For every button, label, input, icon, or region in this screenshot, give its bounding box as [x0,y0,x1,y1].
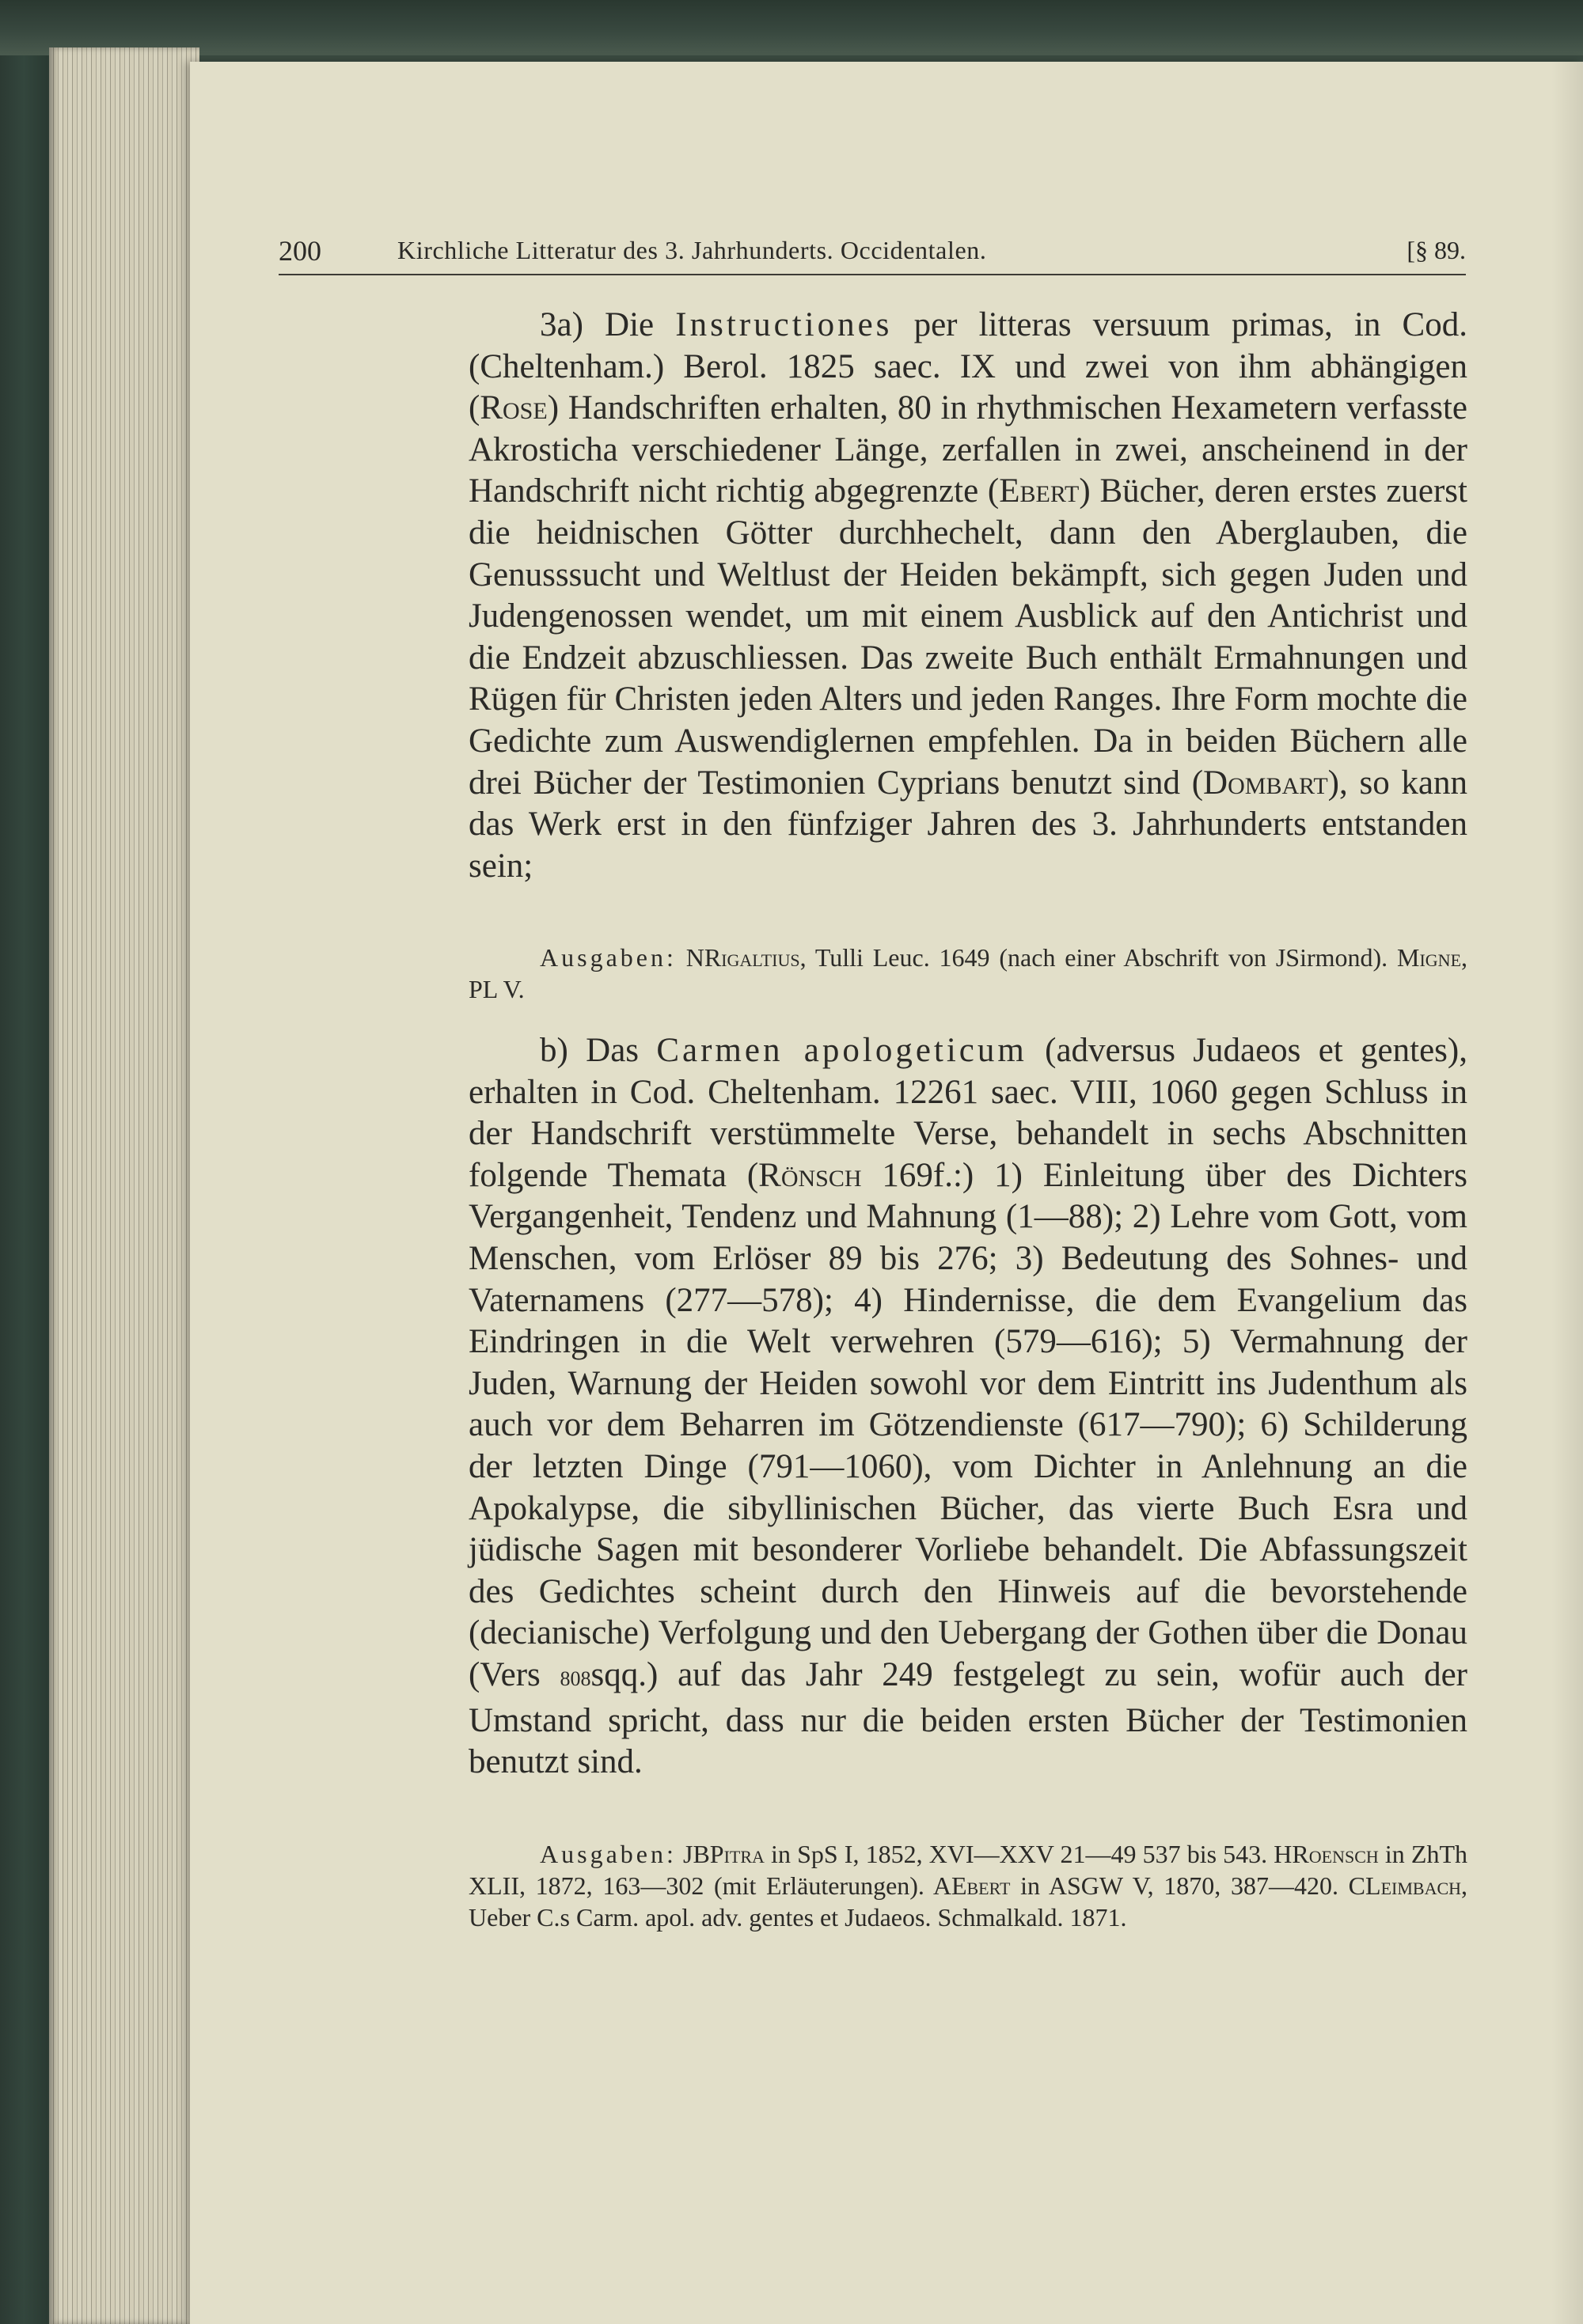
author-name: Rigaltius [704,943,800,972]
author-name: oensch [1308,1840,1379,1868]
text-run: JBP [676,1840,724,1868]
verse-number: 808 [560,1666,591,1690]
section-b-title: Carmen apologeticum [656,1032,1027,1069]
text-run: ) Bücher, deren erstes zuerst die heidnischen Götter durchhechelt, dann den Aberglauben, die Genusssucht und Weltlust der Heiden bekämpft, sich gegen Juden und Judengenossen wendet, um mit einem Ausblick auf den Antichrist und die Endzeit abzuschliessen. Das zweite Buch enthält Ermahnungen und Rügen für Christen jeden Alters und jeden Ranges. Ihre Form mochte die Gedichte zum Auswendiglernen empfehlen. Da in beiden Büchern alle drei Bücher der Testimonien Cyprians benutzt sind ( [469,472,1467,802]
footnote-editions-b [469,1838,1467,1933]
book-cover-top-edge [0,0,1583,55]
text-run: , Ueber C.s Carm. apol. adv. gentes et Judaeos. Schmalkald. 1871. [469,1871,1468,1932]
text-run: in ZhTh XLII, 1872, 163—302 (mit Erläuterungen). AE [469,1840,1468,1900]
text-run: ), so kann das Werk erst in den fünfziger Jahren des 3. Jahrhunderts entstanden sein; [469,764,1468,885]
author-name: bert [966,1871,1011,1900]
author-name: itra [723,1840,765,1868]
author-name: Migne [1397,943,1462,972]
section-marker: [§ 89. [1406,236,1466,264]
running-head [279,226,1466,275]
section-a-title: Instructiones [675,306,893,343]
text-run: , PL V. [469,943,1468,1003]
editions-label: Ausgaben: [540,1840,677,1868]
running-title: Kirchliche Litteratur des 3. Jahrhunderts. Occidentalen. [397,236,987,264]
text-run: in SpS I, 1852, XVI—XXV 21—49 537 bis 543. HR [764,1840,1309,1868]
author-name: Dombart [1203,764,1328,802]
author-name: Rose [480,389,548,427]
author-name: Rönsch [758,1156,862,1194]
text-run: 169f.:) 1) Einleitung über des Dichters Vergangenheit, Tendenz und Mahnung (1—88); 2) Lehre vom Gott, vom Menschen, vom Erlöser 89 bis 276; 3) Bedeutung des Sohnes- und Vaternamens (277—578); 4) Hindernisse, die dem Evangelium das Eindringen in die Welt verwehren (579—616); 5) Vermahnung der Juden, Warnung der Heiden sowohl vor dem Eintritt ins Judenthum als auch vor dem Beharren im Götzendienste (617—790); 6) Schilderung der letzten Dinge (791—1060), vom Dichter in Anlehnung an die Apokalypse, die sibyllinischen Bücher, das vierte Buch Esra und jüdische Sagen mit besonderer Vorliebe behandelt. Die Abfassungszeit des Gedichtes scheint durch den Hinweis auf die bevorstehende (decianische) Verfolgung und den Uebergang der Gothen über die Donau (Vers [469,1156,1467,1693]
section-a-label: 3a) Die [540,306,676,343]
text-run: N [676,943,704,972]
section-a [469,305,1467,887]
section-b-paragraph [469,1030,1467,1784]
text-run: per litteras versuum primas, in Cod. (Cheltenham.) Berol. 1825 saec. IX und zwei von ihm abhängigen ( [469,306,1467,427]
section-a-paragraph [469,305,1467,887]
author-name: eimbach [1380,1871,1462,1900]
text-run: ) Handschriften erhalten, 80 in rhythmischen Hexametern verfasste Akrosticha verschiedener Länge, zerfallen in zwei, anscheinend in der Handschrift nicht richtig abgegrenzte ( [469,389,1467,510]
editions-label: Ausgaben: [540,943,677,972]
page-right-shadow [1551,62,1583,2324]
page-number: 200 [279,235,321,267]
section-b [469,1030,1467,1784]
text-run: (adversus Judaeos et gentes), erhalten in Cod. Cheltenham. 12261 saec. VIII, 1060 gegen Schluss in der Handschrift verstümmelte Verse, behandelt in sechs Abschnitten folgende Themata ( [469,1032,1467,1194]
section-b-label: b) Das [540,1032,657,1069]
page-edges [49,47,199,2324]
author-name: Ebert [999,472,1080,510]
text-run: , Tulli Leuc. 1649 (nach einer Abschrift von JSirmond). [799,943,1398,972]
text-run: in ASGW V, 1870, 387—420. CL [1010,1871,1381,1900]
footnote-editions-a [469,942,1467,1005]
text-run: sqq.) auf das Jahr 249 festgelegt zu sein, wofür auch der Umstand spricht, dass nur die beiden ersten Bücher der Testimonien benutzt sind. [469,1655,1468,1781]
